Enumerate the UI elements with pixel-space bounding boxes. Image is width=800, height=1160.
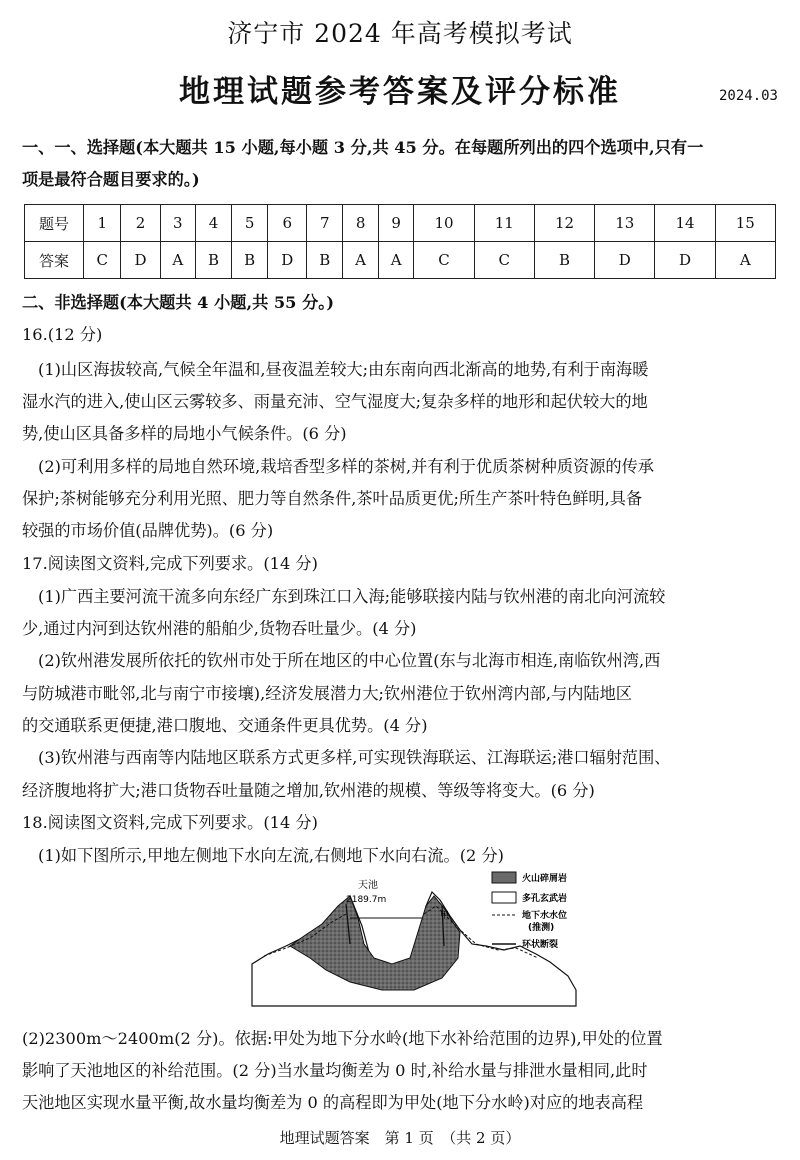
answer-row (25, 242, 776, 279)
answer-cell: C (84, 242, 121, 279)
legend-label-basalt: 多孔玄武岩 (522, 894, 568, 904)
q17-title: 17.阅读图文资料,完成下列要求。(14 分) (22, 554, 318, 573)
question-number: 9 (378, 205, 414, 242)
legend-label-fault: 环状断裂 (522, 940, 559, 950)
question-number: 1 (84, 205, 121, 242)
q18-line: 天池地区实现水量平衡,故水量均衡差为 0 的高程即为甲处(地下分水岭)对应的地表高程 (22, 1093, 644, 1112)
q16-line: (2)可利用多样的局地自然环境,栽培香型多样的茶树,并有利于优质茶树种质资源的传承 (38, 457, 654, 476)
question-number: 12 (534, 205, 594, 242)
question-number: 6 (268, 205, 307, 242)
section1-heading-line2: 项是最符合题目要求的。) (22, 170, 200, 189)
lake-elevation: 2189.7m (346, 895, 387, 905)
answer-cell: B (307, 242, 343, 279)
answer-cell: B (534, 242, 594, 279)
section2-heading: 二、非选择题(本大题共 4 小题,共 55 分。) (22, 293, 334, 312)
row-label-number: 题号 (25, 205, 84, 242)
question-number: 11 (474, 205, 534, 242)
q17-line: 与防城港市毗邻,北与南宁市接壤),经济发展潜力大;钦州港位于钦州湾内部,与内陆地区 (22, 684, 632, 703)
legend-swatch-basalt (492, 892, 516, 903)
exam-title: 济宁市 2024 年高考模拟考试 (227, 19, 573, 48)
answer-cell: D (121, 242, 160, 279)
question-number-row (25, 205, 776, 242)
q17-line: (2)钦州港发展所依托的钦州市处于所在地区的中心位置(东与北海市相连,南临钦州湾,西 (38, 651, 661, 670)
question-number: 15 (715, 205, 775, 242)
answer-cell: C (474, 242, 534, 279)
question-number: 10 (414, 205, 474, 242)
answer-cell: A (378, 242, 414, 279)
answer-cell: A (343, 242, 379, 279)
question-number: 8 (343, 205, 379, 242)
question-number: 3 (160, 205, 196, 242)
legend-label-breccia: 火山碎屑岩 (522, 874, 568, 884)
q18-line: (1)如下图所示,甲地左侧地下水向左流,右侧地下水向右流。(2 分) (38, 846, 504, 865)
point-jia-label: 甲 (440, 911, 450, 921)
figure-legend (492, 872, 567, 950)
q16-line: 较强的市场价值(品牌优势)。(6 分) (22, 521, 274, 540)
legend-label-inferred: (推测) (528, 923, 555, 933)
lake-name: 天池 (358, 880, 378, 891)
legend-label-groundwater: 地下水水位 (522, 911, 568, 921)
document-title: 地理试题参考答案及评分标准 (179, 74, 621, 110)
groundwater-figure (246, 866, 586, 1014)
q17-line: 的交通联系更便捷,港口腹地、交通条件更具优势。(4 分) (22, 716, 428, 735)
answer-cell: A (715, 242, 775, 279)
question-number: 2 (121, 205, 160, 242)
answer-table (24, 204, 776, 279)
q16-line: 保护;茶树能够充分利用光照、肥力等自然条件,茶叶品质更优;所生产茶叶特色鲜明,具备 (22, 489, 643, 508)
q18-line: 影响了天池地区的补给范围。(2 分)当水量均衡差为 0 时,补给水量与排泄水量相同,此时 (22, 1061, 648, 1080)
answer-cell: C (414, 242, 474, 279)
q18-line: (2)2300m～2400m(2 分)。依据:甲处为地下分水岭(地下水补给范围的边界),甲处的位置 (22, 1029, 663, 1048)
exam-date: 2024.03 (718, 88, 778, 104)
q16-title: 16.(12 分) (22, 325, 103, 344)
question-number: 5 (232, 205, 268, 242)
q17-line: (1)广西主要河流干流多向东经广东到珠江口入海;能够联接内陆与钦州港的南北向河流较 (38, 587, 666, 606)
q18-title: 18.阅读图文资料,完成下列要求。(14 分) (22, 813, 318, 832)
legend-swatch-breccia (492, 872, 516, 883)
q17-line: 少,通过内河到达钦州港的船舶少,货物吞吐量少。(4 分) (22, 619, 417, 638)
q17-line: (3)钦州港与西南等内陆地区联系方式更多样,可实现铁海联运、江海联运;港口辐射范围、 (38, 748, 671, 767)
answer-cell: A (160, 242, 196, 279)
answer-cell: D (595, 242, 655, 279)
page-footer: 地理试题答案 第 1 页 （共 2 页） (279, 1129, 521, 1147)
q16-line: 势,使山区具备多样的局地小气候条件。(6 分) (22, 424, 347, 443)
question-number: 7 (307, 205, 343, 242)
question-number: 4 (196, 205, 232, 242)
q17-line: 经济腹地将扩大;港口货物吞吐量随之增加,钦州港的规模、等级等将变大。(6 分) (22, 781, 595, 800)
q16-line: (1)山区海拔较高,气候全年温和,昼夜温差较大;由东南向西北渐高的地势,有利于南海暖 (38, 360, 649, 379)
section1-heading-line1: 一、一、选择题(本大题共 15 小题,每小题 3 分,共 45 分。在每题所列出的四个选项中,只有一 (22, 138, 704, 157)
answer-cell: D (268, 242, 307, 279)
question-number: 14 (655, 205, 715, 242)
answer-cell: B (232, 242, 268, 279)
answer-cell: D (655, 242, 715, 279)
answer-cell: B (196, 242, 232, 279)
question-number: 13 (595, 205, 655, 242)
q16-line: 湿水汽的进入,使山区云雾较多、雨量充沛、空气湿度大;复杂多样的地形和起伏较大的地 (22, 392, 648, 411)
row-label-answer: 答案 (25, 242, 84, 279)
